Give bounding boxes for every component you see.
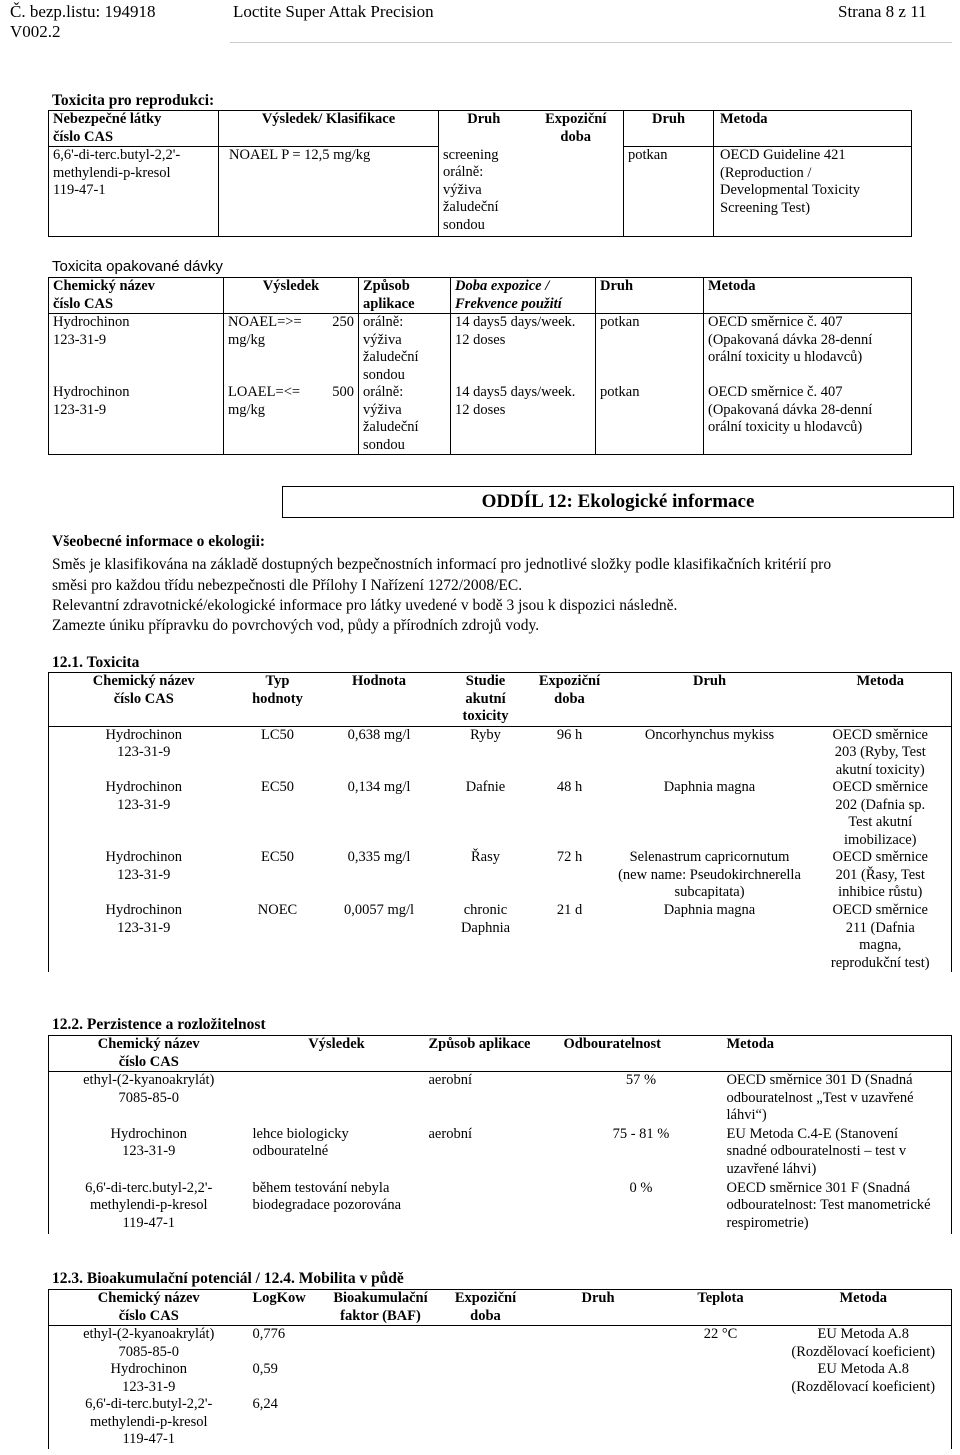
table-row	[49, 1180, 952, 1234]
cell: 0,638 mg/l	[347, 726, 411, 743]
page-number: Strana 8 z 11	[838, 2, 927, 21]
cell	[441, 1326, 531, 1362]
col-header: Chemický název číslo CAS	[92, 673, 195, 707]
cell: NOAEL P = 12,5 mg/kg	[219, 147, 439, 237]
bioaccumulation-table	[48, 1289, 952, 1449]
cell: 6,6'-di-terc.butyl-2,2'- methylendi-p-kresol 119-47-1	[85, 1179, 213, 1231]
table-row	[49, 384, 912, 455]
cell: Hydrochinon 123-31-9	[49, 314, 224, 385]
col-header: Expoziční doba	[538, 673, 601, 707]
cell: potkan	[624, 147, 714, 237]
cell: Hydrochinon 123-31-9	[110, 1361, 187, 1395]
repro-title: Toxicita pro reprodukci:	[52, 92, 215, 109]
cell: ethyl-(2-kyanoakrylát) 7085-85-0	[83, 1326, 215, 1360]
cell	[249, 1072, 425, 1126]
cell: 0,335 mg/l	[347, 849, 411, 865]
persistence-table	[48, 1035, 952, 1234]
cell	[441, 1396, 531, 1449]
cell: NOEC	[257, 902, 298, 918]
cell: 6,6'-di-terc.butyl-2,2'- methylendi-p-kresol 119-47-1	[85, 1396, 213, 1447]
cell: 96 h	[556, 726, 583, 743]
cell: Hydrochinon 123-31-9	[105, 726, 182, 760]
table-header-row	[49, 1290, 952, 1326]
cell: OECD směrnice 301 D (Snadná odbouratelnost „Test v uzavřené láhvi“)	[726, 1072, 914, 1123]
cell: orálně: výživa žaludeční sondou	[359, 314, 451, 385]
col-header: Chemický název číslo CAS	[49, 278, 224, 314]
col-header: Druh	[692, 673, 727, 689]
col-header: Odbouratelnost	[563, 1036, 661, 1052]
col-header: Teplota	[697, 1290, 744, 1306]
col-header: Hodnota	[352, 673, 406, 689]
cell: Dafnie	[465, 779, 506, 795]
cell: během testování nebyla biodegradace pozorována	[252, 1179, 402, 1213]
cell: 72 h	[556, 849, 583, 865]
cell	[666, 1361, 776, 1396]
col-header: Chemický název číslo CAS	[97, 1036, 200, 1070]
cell	[776, 1396, 952, 1449]
table-header-row	[49, 278, 912, 314]
table-header-row	[49, 673, 952, 727]
cell: Selenastrum capricornutum (new name: Pseudokirchnerella subcapitata)	[618, 849, 801, 900]
cell: 0,0057 mg/l	[343, 902, 415, 918]
cell: 75 - 81 %	[612, 1125, 670, 1142]
col-header: Výsledek	[224, 278, 359, 314]
cell: OECD směrnice 202 (Dafnia sp. Test akutní imobilizace)	[832, 779, 928, 848]
header-divider	[230, 42, 952, 43]
cell	[529, 147, 624, 237]
cell: EU Metoda A.8 (Rozdělovací koeficient)	[791, 1326, 936, 1360]
cell	[666, 1396, 776, 1449]
cell: Hydrochinon 123-31-9	[105, 779, 182, 813]
general-ecology-title: Všeobecné informace o ekologii:	[52, 533, 266, 550]
cell: LC50	[260, 726, 295, 743]
cell	[531, 1326, 666, 1362]
cell: Daphnia magna	[663, 902, 756, 918]
general-ecology-line: Směs je klasifikována na základě dostupných bezpečnostních informací pro jednotlivé složky podle klasifikačních kritérií pro	[52, 556, 832, 573]
cell: Daphnia magna	[663, 779, 756, 795]
col-header: Metoda	[856, 673, 904, 689]
cell: Hydrochinon 123-31-9	[105, 902, 182, 936]
doc-number: Č. bezp.listu: 194918	[10, 2, 156, 21]
cell: 0,59	[252, 1361, 278, 1377]
cell	[321, 1396, 441, 1449]
col-header: Druh	[624, 111, 714, 147]
col-header: Typ hodnoty	[252, 673, 303, 707]
version: V002.2	[10, 22, 61, 41]
cell: potkan	[596, 384, 704, 455]
table-row	[49, 779, 952, 849]
col-header: Nebezpečné látky číslo CAS	[49, 111, 219, 147]
section-12-banner: ODDÍL 12: Ekologické informace	[282, 486, 954, 518]
cell	[441, 1361, 531, 1396]
general-ecology-line: Zamezte úniku přípravku do povrchových vod, půdy a přírodních zdrojů vody.	[52, 617, 540, 634]
toxicity-title: 12.1. Toxicita	[52, 654, 140, 671]
cell: Hydrochinon 123-31-9	[110, 1125, 187, 1159]
table-row	[49, 1072, 952, 1126]
table-row	[49, 147, 912, 237]
col-header: Druh	[581, 1290, 615, 1306]
cell: screening orálně: výživa žaludeční sondou	[443, 146, 499, 233]
cell: Hydrochinon 123-31-9	[105, 849, 182, 883]
cell: chronic Daphnia	[460, 902, 511, 936]
col-header: Bioakumulační faktor (BAF)	[333, 1290, 428, 1324]
cell: aerobní	[428, 1125, 472, 1142]
cell: 0,134 mg/l	[347, 779, 411, 795]
cell: Řasy	[471, 849, 500, 865]
col-header: Metoda	[714, 111, 912, 147]
cell: EC50	[260, 779, 295, 795]
cell: 14 days5 days/week. 12 doses	[451, 384, 596, 455]
cell: 48 h	[556, 779, 583, 795]
table-row	[49, 726, 952, 779]
product-name: Loctite Super Attak Precision	[233, 2, 434, 21]
col-header: Způsob aplikace	[428, 1036, 531, 1052]
col-header: Metoda	[726, 1036, 775, 1052]
cell: 0 %	[629, 1179, 653, 1196]
repro-table	[48, 110, 912, 237]
cell: orálně: výživa žaludeční sondou	[359, 384, 451, 455]
cell: potkan	[596, 314, 704, 385]
cell: 22 °C	[703, 1326, 738, 1342]
cell: OECD směrnice 301 F (Snadná odbouratelnost: Test manometrické respirometrie)	[726, 1179, 931, 1231]
table-header-row	[49, 1036, 952, 1072]
cell: EU Metoda C.4-E (Stanovení snadné odbouratelnosti – test v uzavřené láhvi)	[726, 1125, 907, 1177]
col-header: Doba expozice / Frekvence použití	[451, 278, 596, 314]
table-row	[49, 902, 952, 972]
bioaccumulation-title: 12.3. Bioakumulační potenciál / 12.4. Mobilita v půdě	[52, 1270, 404, 1287]
table-row	[49, 849, 952, 902]
col-header: LogKow	[252, 1290, 306, 1306]
cell	[321, 1361, 441, 1396]
cell: 57 %	[625, 1072, 657, 1088]
table-row	[49, 1396, 952, 1449]
cell	[531, 1361, 666, 1396]
cell: Ryby	[470, 726, 501, 743]
cell: Oncorhynchus mykiss	[644, 726, 775, 743]
cell: LOAEL=<= 500 mg/kg	[224, 384, 359, 455]
cell: 6,24	[252, 1396, 278, 1412]
table-row	[49, 1361, 952, 1396]
cell: OECD Guideline 421 (Reproduction / Developmental Toxicity Screening Test)	[714, 147, 912, 237]
cell: 0,776	[252, 1326, 286, 1342]
cell: 21 d	[556, 902, 583, 918]
repeat-title: Toxicita opakované dávky	[52, 258, 223, 275]
toxicity-table	[48, 672, 952, 972]
table-row	[49, 314, 912, 385]
col-header: Výsledek	[308, 1036, 365, 1052]
general-ecology-line: Relevantní zdravotnické/ekologické informace pro látky uvedené v bodě 3 jsou k dispozici následně.	[52, 597, 678, 614]
col-header: Metoda	[839, 1290, 887, 1306]
col-header: Výsledek/ Klasifikace	[219, 111, 439, 147]
persistence-title: 12.2. Perzistence a rozložitelnost	[52, 1016, 266, 1033]
cell: EC50	[260, 849, 295, 865]
cell: EU Metoda A.8 (Rozdělovací koeficient)	[791, 1361, 936, 1395]
table-header-row	[49, 111, 912, 147]
repeat-table	[48, 277, 912, 455]
table-row	[49, 1326, 952, 1362]
cell	[425, 1180, 560, 1234]
col-header: Studie akutní toxicity	[462, 673, 509, 724]
cell: Hydrochinon 123-31-9	[49, 384, 224, 455]
cell: OECD směrnice č. 407 (Opakovaná dávka 28-denní orální toxicity u hlodavců)	[704, 314, 912, 385]
cell: OECD směrnice č. 407 (Opakovaná dávka 28-denní orální toxicity u hlodavců)	[704, 384, 912, 455]
cell	[321, 1326, 441, 1362]
general-ecology-line: směsi pro každou třídu nebezpečnosti dle Přílohy I Nařízení 1272/2008/EC.	[52, 577, 523, 594]
cell: aerobní	[428, 1072, 472, 1088]
cell: OECD směrnice 211 (Dafnia magna, reprodukční test)	[830, 902, 930, 971]
col-header: Chemický název číslo CAS	[97, 1290, 200, 1324]
cell: NOAEL=>= 250 mg/kg	[224, 314, 359, 385]
col-header: Metoda	[704, 278, 912, 314]
cell	[531, 1396, 666, 1449]
col-header: Expoziční doba	[454, 1290, 517, 1324]
cell: 6,6'-di-terc.butyl-2,2'- methylendi-p-kresol 119-47-1	[49, 147, 219, 237]
cell: 14 days5 days/week. 12 doses	[451, 314, 596, 385]
cell: OECD směrnice 201 (Řasy, Test inhibice růstu)	[832, 849, 928, 900]
col-header: Expoziční doba	[545, 111, 607, 145]
col-header: Druh	[467, 111, 501, 127]
cell: lehce biologicky odbouratelné	[252, 1125, 349, 1159]
table-row	[49, 1126, 952, 1180]
col-header: Druh	[596, 278, 704, 314]
cell: ethyl-(2-kyanoakrylát) 7085-85-0	[83, 1072, 215, 1106]
col-header: Způsob aplikace	[359, 278, 451, 314]
cell: OECD směrnice 203 (Ryby, Test akutní toxicity)	[832, 726, 928, 778]
